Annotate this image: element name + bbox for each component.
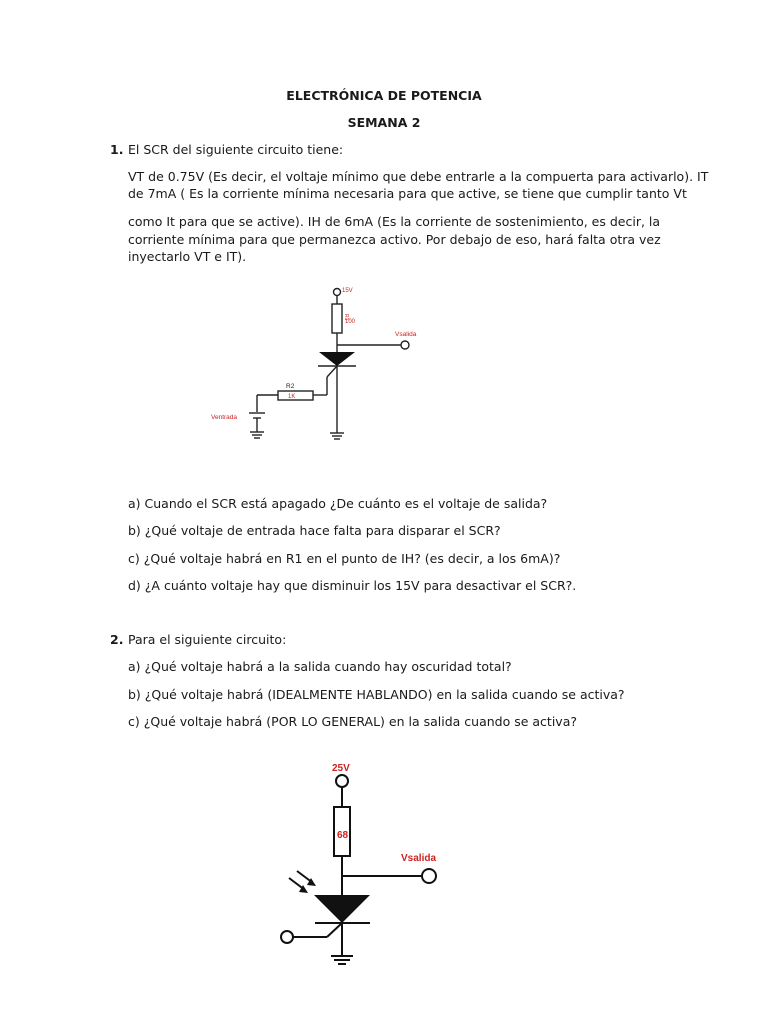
q1-item-b: b) ¿Qué voltaje de entrada hace falta para disparar el SCR? <box>128 523 501 538</box>
question-2-number: 2. <box>110 632 124 647</box>
circuit1-input-label: Ventrada <box>211 414 238 421</box>
q1-para-line: VT de 0.75V (Es decir, el voltaje mínimo que debe entrarle a la compuerta para activarlo). IT <box>128 169 709 184</box>
q1-item-a: a) Cuando el SCR está apagado ¿De cuánto es el voltaje de salida? <box>128 496 548 511</box>
q2-item-a: a) ¿Qué voltaje habrá a la salida cuando hay oscuridad total? <box>128 659 512 674</box>
circuit1-supply-label: 15V <box>342 288 353 294</box>
q1-item-d: d) ¿A cuánto voltaje hay que disminuir los 15V para desactivar el SCR?. <box>128 578 577 593</box>
q1-item-c: c) ¿Qué voltaje habrá en R1 en el punto de IH? (es decir, a los 6mA)? <box>128 551 561 566</box>
circuit2-output-label: Vsalida <box>401 853 437 864</box>
circuit1-r2-value: 1K <box>288 394 296 400</box>
q1-para-line: como It para que se active). IH de 6mA (Es la corriente de sostenimiento, es decir, la <box>128 214 661 229</box>
circuit2-supply-label: 25V <box>332 763 350 774</box>
circuit1-r1-value: 100 <box>345 319 356 325</box>
question-1-number: 1. <box>110 142 124 157</box>
document-subtitle: SEMANA 2 <box>347 115 421 130</box>
q1-para-line: corriente mínima para que permanezca activo. Por debajo de eso, hará falta otra vez <box>128 232 661 247</box>
question-2-intro: Para el siguiente circuito: <box>128 632 287 647</box>
q2-item-c: c) ¿Qué voltaje habrá (POR LO GENERAL) en la salida cuando se activa? <box>128 714 577 729</box>
q1-para-line: inyectarlo VT e IT). <box>128 249 247 264</box>
circuit1-r1-name: R1 <box>343 314 349 321</box>
q2-item-b: b) ¿Qué voltaje habrá (IDEALMENTE HABLANDO) en la salida cuando se activa? <box>128 687 625 702</box>
scr-circuit-1 <box>200 275 440 450</box>
lascr-circuit-2 <box>255 750 455 975</box>
circuit2-resistor-label: 68 <box>337 830 349 841</box>
question-1-intro: El SCR del siguiente circuito tiene: <box>128 142 344 157</box>
document-title: ELECTRÓNICA DE POTENCIA <box>286 88 482 103</box>
circuit1-r2-name: R2 <box>286 383 295 390</box>
q1-para-line: de 7mA ( Es la corriente mínima necesaria para que active, se tiene que cumplir tanto Vt <box>128 186 687 201</box>
circuit1-output-label: Vsalida <box>395 331 417 338</box>
